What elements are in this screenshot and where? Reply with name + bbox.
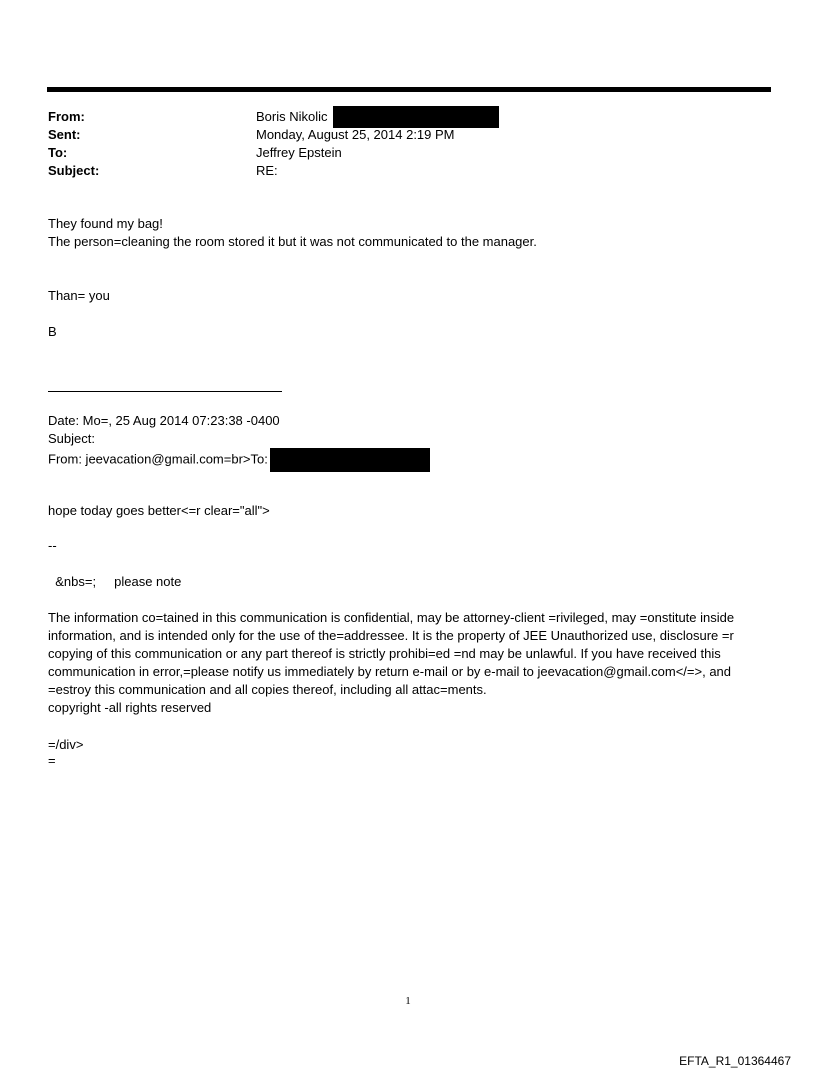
- document-id: EFTA_R1_01364467: [679, 1054, 791, 1068]
- subject-value: RE:: [256, 163, 278, 178]
- quote-separator: [48, 391, 282, 392]
- disclaimer-text: The information co=tained in this communication is confidential, may be attorney-client =rivileged, may =onstitute inside information, and is intended only for the use of the=addressee. It is the property of JEE Unauthorized use, disclosure =r copying of this communication or any part thereof is strictly prohibi=ed =nd may be unlawful. If you have received this communication in error,=please notify us immediately by return e-mail or by e-mail to jeevacation@gmail.com</=>, and =estroy this communication and all copies thereof, including all attac=ments.: [48, 610, 735, 697]
- from-value: Boris Nikolic: [256, 109, 328, 124]
- from-row: [48, 108, 499, 126]
- page-number: 1: [405, 995, 411, 1007]
- subject-label: Subject:: [48, 163, 100, 178]
- quoted-from-to: [48, 448, 430, 472]
- from-label: From:: [48, 109, 85, 124]
- quoted-subject: Subject:: [48, 431, 95, 446]
- copyright-line: copyright -all rights reserved: [48, 700, 212, 715]
- please-note-line: &nbs=; please note: [48, 574, 182, 589]
- sent-row: [48, 126, 499, 144]
- quoted-message: hope today goes better<=r clear="all">: [48, 503, 270, 518]
- to-label: To:: [48, 145, 68, 160]
- sent-label: Sent:: [48, 127, 81, 142]
- body-line-2: The person=cleaning the room stored it but it was not communicated to the manager.: [48, 234, 537, 249]
- disclaimer-paragraph: [48, 609, 768, 717]
- body-line-1: They found my bag!: [48, 216, 163, 231]
- to-value: Jeffrey Epstein: [256, 145, 342, 160]
- signoff: B: [48, 324, 57, 339]
- sent-value: Monday, August 25, 2014 2:19 PM: [256, 127, 455, 142]
- to-row: [48, 144, 499, 162]
- div-close-line: =/div>: [48, 737, 84, 752]
- quoted-dashes: --: [48, 538, 57, 553]
- quoted-from-to-text: From: jeevacation@gmail.com=br>To:: [48, 451, 268, 467]
- redaction-block: [270, 448, 430, 472]
- equals-line: =: [48, 753, 56, 768]
- header-rule: [47, 87, 771, 92]
- redaction-block: [333, 106, 499, 128]
- subject-row: [48, 162, 499, 180]
- thanks-line: Than= you: [48, 288, 110, 303]
- email-header: [48, 108, 499, 180]
- quoted-date: Date: Mo=, 25 Aug 2014 07:23:38 -0400: [48, 413, 280, 428]
